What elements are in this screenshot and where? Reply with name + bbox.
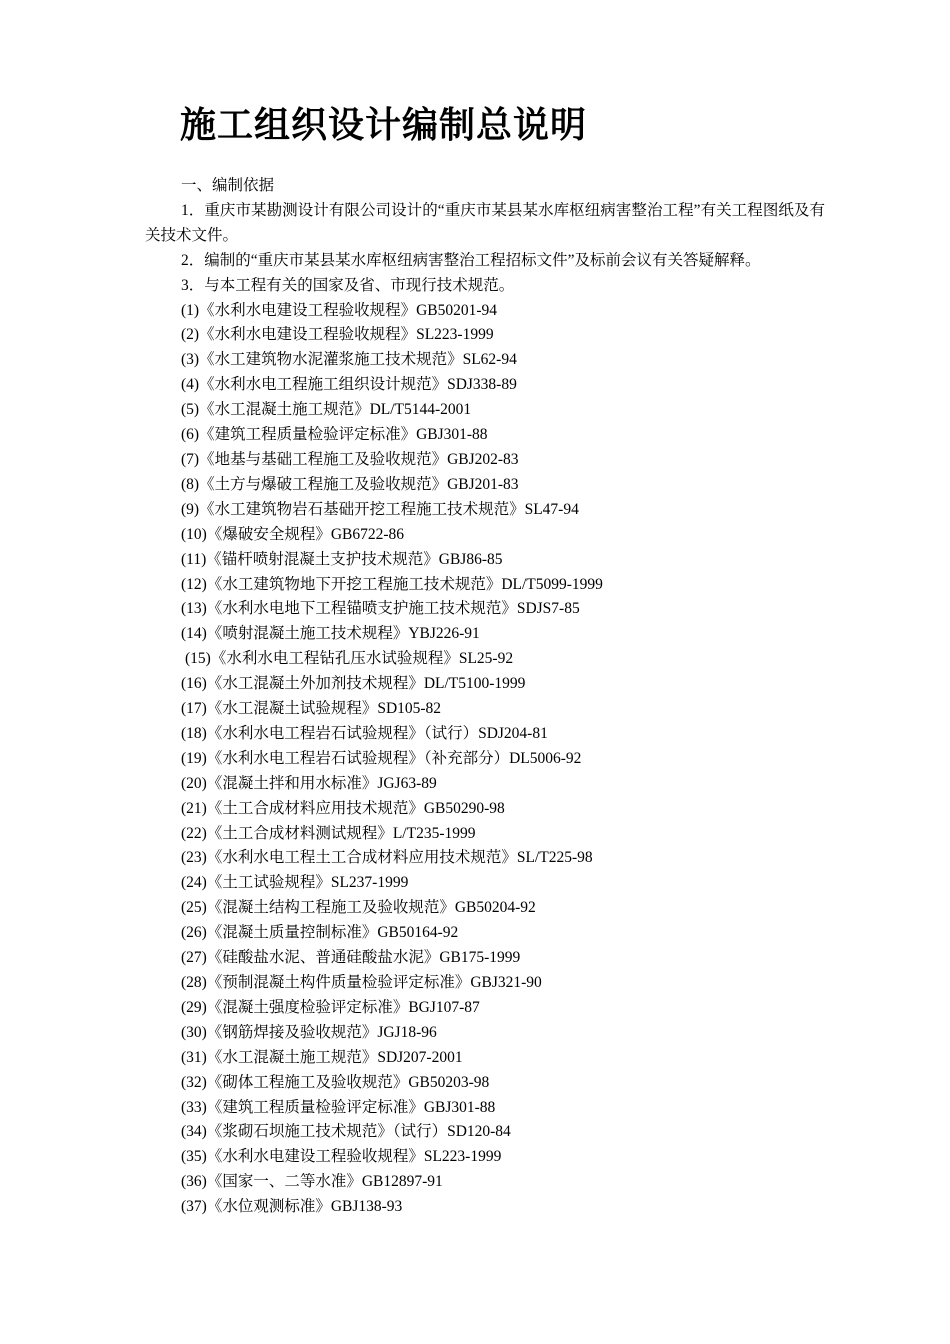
standard-item: (21)《土工合成材料应用技术规范》GB50290-98 [181,799,505,817]
document-title: 施工组织设计编制总说明 [180,105,588,146]
standard-item: (36)《国家一、二等水准》GB12897-91 [181,1173,443,1191]
standard-item: (2)《水利水电建设工程验收规程》SL223-1999 [181,326,494,344]
standard-item: (27)《硅酸盐水泥、普通硅酸盐水泥》GB175-1999 [181,949,521,967]
standards-list [145,299,825,1221]
standard-item: (15)《水利水电工程钻孔压水试验规程》SL25-92 [185,650,514,668]
standard-item: (34)《浆砌石坝施工技术规范》（试行）SD120-84 [181,1123,511,1141]
paragraph-2: 2．编制的“重庆市某县某水库枢纽病害整治工程招标文件”及标前会议有关答疑解释。 [181,251,761,269]
paragraph-3: 3．与本工程有关的国家及省、市现行技术规范。 [181,276,515,294]
standard-item: (11)《锚杆喷射混凝土支护技术规范》GBJ86-85 [181,550,503,568]
standard-item: (9)《水工建筑物岩石基础开挖工程施工技术规范》SL47-94 [181,500,579,518]
standard-item: (6)《建筑工程质量检验评定标准》GBJ301-88 [181,426,488,444]
standard-item: (28)《预制混凝土构件质量检验评定标准》GBJ321-90 [181,974,542,991]
standard-item: (8)《土方与爆破工程施工及验收规范》GBJ201-83 [181,475,519,493]
standard-item: (13)《水利水电地下工程锚喷支护施工技术规范》SDJS7-85 [181,600,580,618]
standard-item: (30)《钢筋焊接及验收规范》JGJ18-96 [181,1023,437,1041]
document-body [145,174,825,1220]
standard-item: (1)《水利水电建设工程验收规程》GB50201-94 [181,301,498,319]
standard-item: (17)《水工混凝土试验规程》SD105-82 [181,700,442,718]
standard-item: (5)《水工混凝土施工规范》DL/T5144-2001 [181,401,472,419]
standard-item: (10)《爆破安全规程》GB6722-86 [181,525,405,543]
section-heading: 一、编制依据 [181,177,275,194]
standard-item: (35)《水利水电建设工程验收规程》SL223-1999 [181,1148,502,1166]
standard-item: (26)《混凝土质量控制标准》GB50164-92 [181,924,459,942]
standard-item: (32)《砌体工程施工及验收规范》GB50203-98 [181,1073,490,1091]
standard-item: (14)《喷射混凝土施工技术规程》YBJ226-91 [181,625,480,643]
standard-item: (29)《混凝土强度检验评定标准》BGJ107-87 [181,998,480,1016]
standard-item: (12)《水工建筑物地下开挖工程施工技术规范》DL/T5099-1999 [181,575,603,593]
standard-item: (20)《混凝土拌和用水标准》JGJ63-89 [181,774,437,792]
standard-item: (22)《土工合成材料测试规程》L/T235-1999 [181,824,476,842]
standard-item: (31)《水工混凝土施工规范》SDJ207-2001 [181,1048,463,1066]
paragraph-1: 1．重庆市某勘测设计有限公司设计的“重庆市某县某水库枢纽病害整治工程”有关工程图纸及有关技术文件。 [145,201,825,244]
standard-item: (18)《水利水电工程岩石试验规程》（试行）SDJ204-81 [181,724,548,742]
standard-item: (16)《水工混凝土外加剂技术规程》DL/T5100-1999 [181,675,526,693]
standard-item: (4)《水利水电工程施工组织设计规范》SDJ338-89 [181,376,517,394]
standard-item: (33)《建筑工程质量检验评定标准》GBJ301-88 [181,1098,496,1116]
standard-item: (7)《地基与基础工程施工及验收规范》GBJ202-83 [181,450,519,468]
standard-item: (23)《水利水电工程土工合成材料应用技术规范》SL/T225-98 [181,849,593,867]
standard-item: (19)《水利水电工程岩石试验规程》（补充部分）DL5006-92 [181,749,582,767]
standard-item: (24)《土工试验规程》SL237-1999 [181,874,409,892]
standard-item: (37)《水位观测标准》GBJ138-93 [181,1198,403,1216]
standard-item: (3)《水工建筑物水泥灌浆施工技术规范》SL62-94 [181,351,517,369]
standard-item: (25)《混凝土结构工程施工及验收规范》GB50204-92 [181,899,536,917]
